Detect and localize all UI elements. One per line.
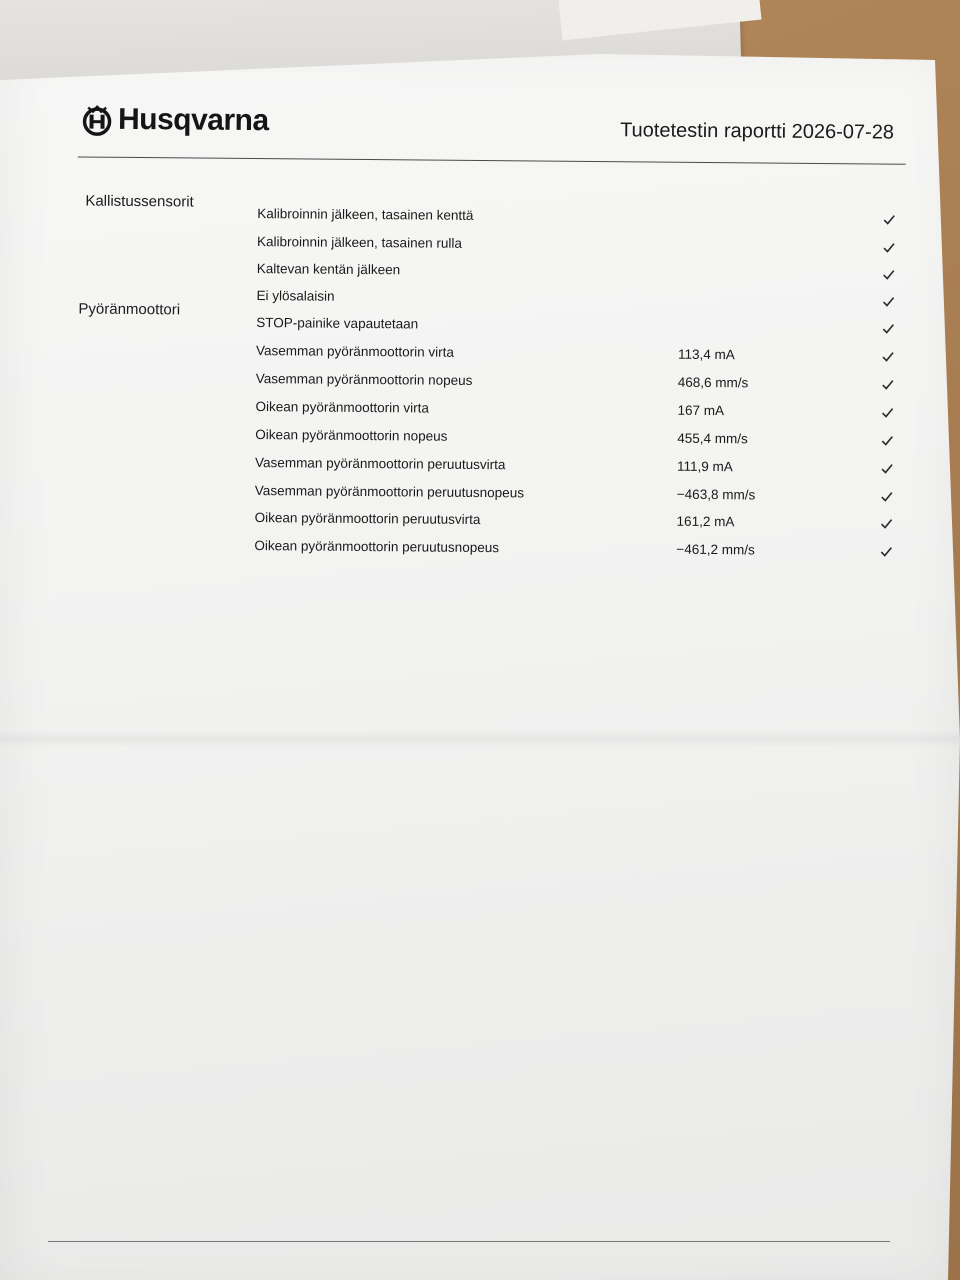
checkmark-icon xyxy=(883,269,895,281)
row-value: 167 mA xyxy=(677,402,725,419)
row-value: −461,2 mm/s xyxy=(676,541,755,558)
row-label: Oikean pyöränmoottorin nopeus xyxy=(255,427,448,444)
brand-name: Husqvarna xyxy=(117,102,269,138)
table-row xyxy=(256,315,896,343)
checkmark-icon xyxy=(881,463,893,475)
checkmark-icon xyxy=(880,546,892,558)
row-label: Kalibroinnin jälkeen, tasainen kenttä xyxy=(257,206,474,223)
checkmark-icon xyxy=(882,379,894,391)
row-label: STOP-painike vapautetaan xyxy=(256,315,419,332)
row-value: 468,6 mm/s xyxy=(677,374,749,391)
section-label-tilt-sensors: Kallistussensorit xyxy=(85,192,194,211)
row-label: Oikean pyöränmoottorin peruutusvirta xyxy=(254,510,481,528)
section-label-wheel-motor: Pyöränmoottori xyxy=(78,300,181,319)
report-title: Tuotetestin raportti 2026-07-28 xyxy=(620,119,895,144)
table-row xyxy=(255,427,895,455)
checkmark-icon xyxy=(883,242,895,254)
row-label: Kaltevan kentän jälkeen xyxy=(256,261,401,278)
table-row xyxy=(254,510,894,538)
checkmark-icon xyxy=(882,296,894,308)
row-label: Ei ylösalaisin xyxy=(256,288,335,304)
row-label: Kalibroinnin jälkeen, tasainen rulla xyxy=(256,234,462,251)
table-row xyxy=(255,483,895,511)
row-value: 455,4 mm/s xyxy=(677,430,748,447)
row-label: Vasemman pyöränmoottorin peruutusvirta xyxy=(255,455,506,473)
row-label: Vasemman pyöränmoottorin nopeus xyxy=(255,371,473,388)
row-value: 113,4 mA xyxy=(677,346,735,363)
table-row xyxy=(257,234,897,262)
checkmark-icon xyxy=(882,351,894,363)
footer-divider xyxy=(48,1241,890,1242)
checkmark-icon xyxy=(881,407,893,419)
table-row xyxy=(257,206,897,234)
husqvarna-logo-icon xyxy=(80,103,114,137)
table-row xyxy=(256,371,896,399)
table-row xyxy=(257,261,897,289)
table-row xyxy=(256,288,896,316)
row-label: Vasemman pyöränmoottorin virta xyxy=(256,343,454,360)
checkmark-icon xyxy=(881,491,893,503)
row-value: 161,2 mA xyxy=(676,513,735,530)
row-label: Vasemman pyöränmoottorin peruutusnopeus xyxy=(254,483,525,501)
table-row xyxy=(254,538,894,566)
brand-logo xyxy=(80,103,269,139)
table-row xyxy=(255,399,895,427)
row-label: Oikean pyöränmoottorin virta xyxy=(255,399,429,416)
row-value: 111,9 mA xyxy=(677,458,733,475)
checkmark-icon xyxy=(881,435,893,447)
header-divider xyxy=(78,156,906,164)
table-row xyxy=(255,455,895,483)
row-label: Oikean pyöränmoottorin peruutusnopeus xyxy=(254,538,500,556)
checkmark-icon xyxy=(883,214,895,226)
checkmark-icon xyxy=(881,518,893,530)
checkmark-icon xyxy=(882,323,894,335)
row-value: −463,8 mm/s xyxy=(676,486,756,503)
table-row xyxy=(256,343,896,371)
